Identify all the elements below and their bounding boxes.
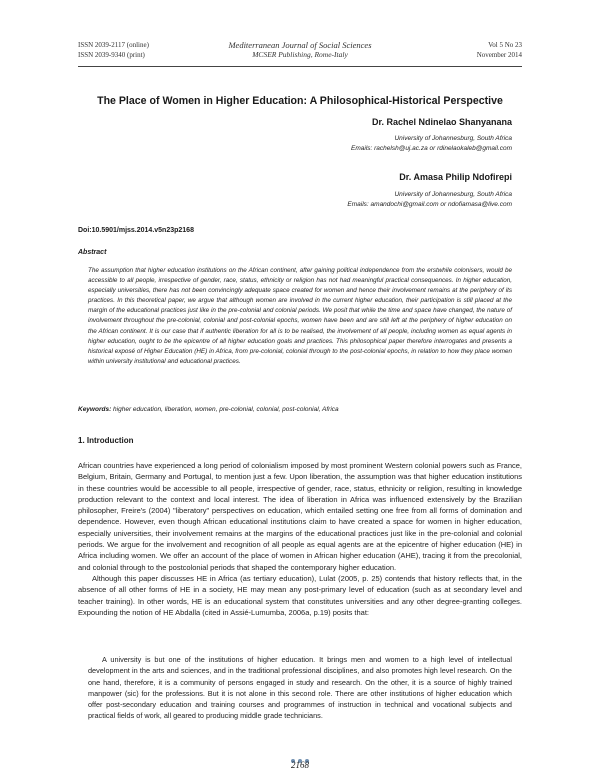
keywords	[78, 406, 522, 413]
block-quote: A university is but one of the institutions of higher education. It brings men and women to a high level of intellectual development in the arts and sciences, and in the traditional professional disciplines, and also promotes high level research. On the one hand, therefore, it is a community of persons engaged in study and research. On the other, it is a source of highly trained manpower (sic) for the professions. But it is not alone in this second role. There are other institutions of higher education which offer post-secondary education and training courses and programmes of instruction in technical and vocational subjects and practical fields of work, all geared to producing middle grade technicians.	[88, 655, 512, 721]
keywords-label: Keywords:	[78, 406, 112, 413]
paper-title: The Place of Women in Higher Education: A Philosophical-Historical Perspective	[97, 95, 503, 107]
author-affiliation: University of Johannesburg, South Africa	[394, 135, 512, 142]
journal-name: Mediterranean Journal of Social Sciences	[228, 40, 372, 50]
author-2	[347, 172, 512, 210]
footer-dots	[0, 750, 600, 756]
abstract-text: The assumption that higher education institutions on the African continent, after gaining political independence from the erstwhile colonisers, would be accessible to all people, irrespective of gender, race, status, ethnicity or religion has not had meaningful practical consequences. In higher education, especially universities, there has not been convincingly adequate space created for women and hence their involvement remains at the periphery of its practices. In this theoretical paper, we argue that although women are involved in the current higher education, their participation is still placed at the margin of the educational practices just like in the pre-colonial and colonial periods. We posit that while the time and space have changed, the nature of involvement throughout the pre-colonial, colonial and post-colonial epochs, women have been and are still left at the periphery of higher education on the African continent. It is our case that if authentic liberation for all is to be realised, the involvement of all people, including women as equal agents in higher education, ought to be the epicentre of all higher education goals and practices. This philosophical paper therefore interrogates and presents a historical exposé of Higher Education (HE) in Africa, from pre-colonial, colonial through to the post-colonial epochs, in relation to how they place women within university institutional and educational practices.	[88, 267, 512, 365]
keywords-list: higher education, liberation, women, pre-colonial, colonial, post-colonial, Africa	[113, 406, 339, 413]
author-name: Dr. Rachel Ndinelao Shanyanana	[371, 117, 512, 127]
journal-block	[78, 40, 522, 60]
issn-online: ISSN 2039-2117 (online)	[78, 41, 149, 49]
author-emails: Emails: rachelsh@uj.ac.za or rdinelaokaleb@gmail.com	[351, 145, 512, 152]
author-emails: Emails: amandochi@gmail.com or ndofiamasa@live.com	[347, 201, 512, 208]
author-name: Dr. Amasa Philip Ndofirepi	[399, 172, 512, 182]
paragraph: African countries have experienced a long period of colonialism imposed by most prominent Western colonial powers such as France, Belgium, Britain, Germany and Portugal, to mention just a few. Upon liberation, the assumption was that higher education institutions in these countries would be accessible to all people, irrespective of gender, race, status, ethnicity or religion, resulting in knowledge production relevant to the context and local interest. The idea of liberation in Africa was influenced extensively by the Brazilian philosopher, Freire's (2004) "liberatory" perspectives on education, which entailed setting one free from all forms of domination and dependence. However, even though African educational institutions claim to have created a space for women in higher education, especially universities, their involvement remains at the margins of the educational practices just like in the pre-colonial and colonial periods. We argue for the involvement and recognition of all people as equal agents are at the epicentre of higher education (HE) in Africa including women. We offer an account of the place of women in African higher education (AHE), tracing it from the precolonial, and colonial through to the postcolonial periods that shaped the contemporary higher education.	[78, 461, 522, 572]
author-affiliation: University of Johannesburg, South Africa	[394, 191, 512, 198]
running-header	[78, 40, 522, 62]
author-1	[351, 117, 512, 154]
paragraph: Although this paper discusses HE in Africa (as tertiary education), Lulat (2005, p. 25) contends that history reflects that, in the absence of all other forms of HE in a society, HE may mean any post-primary level of education (such as at secondary level and teacher training). In other words, HE is an educational system that constitutes universities and any other degree-granting colleges. Expounding the notion of HE Abdalla (cited in Assié-Lumumba, 2006a, p.19) posits that:	[78, 573, 522, 617]
body-text	[78, 460, 522, 618]
section-heading: 1. Introduction	[78, 436, 134, 445]
doi: Doi:10.5901/mjss.2014.v5n23p2168	[78, 227, 194, 234]
volume: Vol 5 No 23	[488, 41, 522, 49]
issn-print: ISSN 2039-9340 (print)	[78, 51, 145, 59]
abstract-heading: Abstract	[78, 249, 107, 256]
header-rule	[78, 66, 522, 67]
page-number: 2168	[291, 760, 309, 770]
issue-date: November 2014	[476, 51, 522, 59]
publisher: MCSER Publishing, Rome-Italy	[252, 50, 348, 59]
volume-block	[477, 40, 522, 60]
